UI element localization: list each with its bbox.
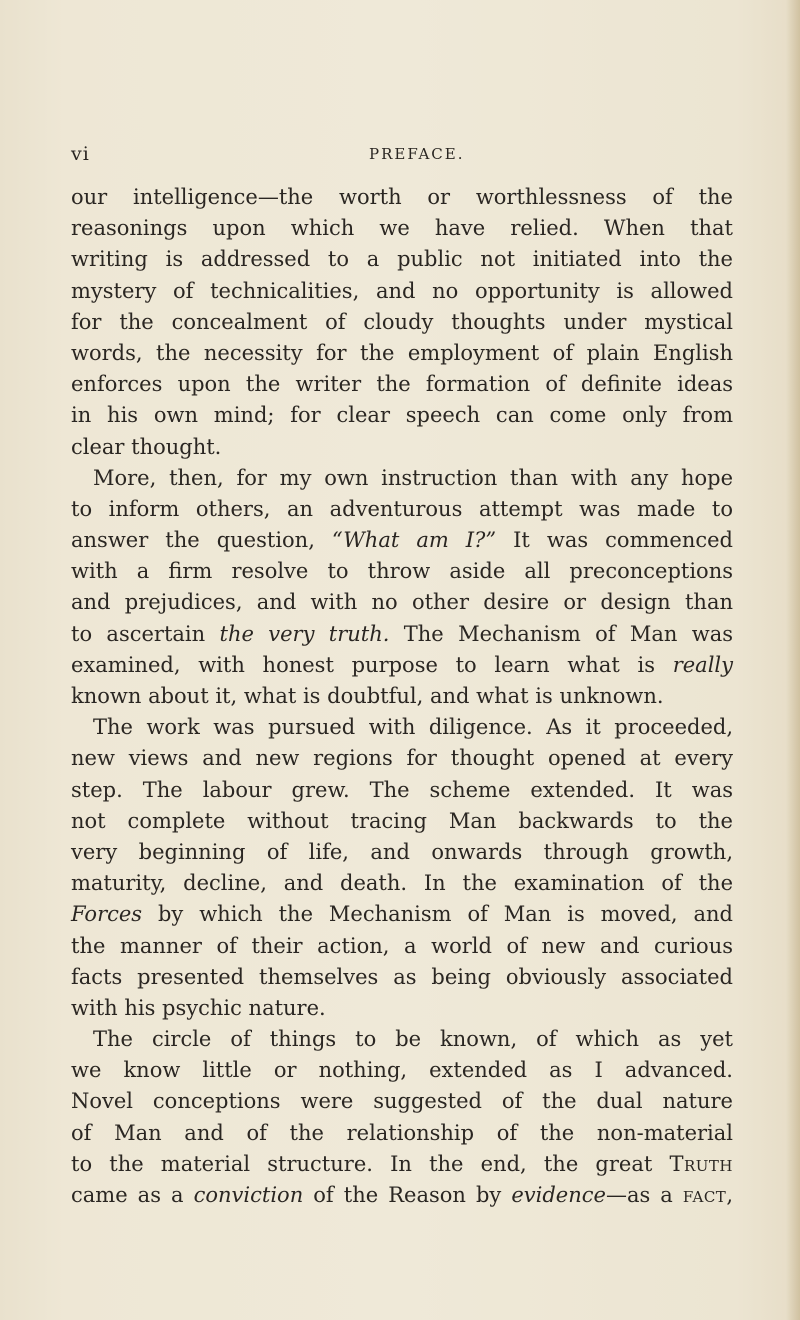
text-line: The work was pursued with diligence. As it proceeded, xyxy=(93,715,733,740)
text-line: step. The labour grew. The scheme extended. It was xyxy=(71,777,733,802)
text-line: our intelligence—the worth or worthlessness of the xyxy=(71,185,733,209)
text-line: of Man and of the relationship of the non-material xyxy=(71,1120,733,1145)
text-segment: came as a xyxy=(71,1183,194,1207)
text-segment: answer the question, xyxy=(71,528,332,553)
text-line: we know little or nothing, extended as I advanced. xyxy=(71,1058,733,1083)
text-line xyxy=(71,525,733,556)
italic-segment: really xyxy=(672,652,733,677)
text-line: More, then, for my own instruction than with any hope xyxy=(93,465,733,490)
italic-segment: conviction xyxy=(193,1183,304,1207)
text-line: words, the necessity for the employment of plain English xyxy=(71,340,733,365)
text-line xyxy=(71,899,733,930)
text-line: with his psychic nature. xyxy=(71,995,326,1020)
text-line: to inform others, an adventurous attempt was made to xyxy=(71,496,733,521)
text-line: Novel conceptions were suggested of the dual nature xyxy=(71,1089,733,1114)
italic-segment: Forces xyxy=(71,902,143,927)
small-caps-segment: fact xyxy=(682,1183,727,1207)
text-line: very beginning of life, and onwards through growth, xyxy=(71,839,733,864)
text-line: known about it, what is doubtful, and what is unknown. xyxy=(71,684,664,708)
text-line: mystery of technicalities, and no opportunity is allowed xyxy=(71,278,733,303)
text-line: The circle of things to be known, of which as yet xyxy=(93,1027,733,1052)
page-edge-shadow xyxy=(786,0,800,1320)
text-segment: to ascertain xyxy=(71,621,220,646)
text-line: not complete without tracing Man backwards to the xyxy=(71,808,733,833)
text-line: writing is addressed to a public not initiated into the xyxy=(71,247,733,272)
text-segment: by which the Mechanism of Man is moved, and xyxy=(142,902,733,927)
text-segment: It was commenced xyxy=(496,528,733,553)
text-segment: to the material structure. In the end, the great xyxy=(71,1151,670,1176)
text-line xyxy=(71,1180,733,1211)
italic-segment: evidence xyxy=(511,1183,606,1207)
text-line: and prejudices, and with no other desire or design than xyxy=(71,590,733,615)
text-line: facts presented themselves as being obviously associated xyxy=(71,964,733,989)
text-segment: —as a xyxy=(605,1183,683,1207)
text-segment: of the Reason by xyxy=(303,1183,512,1207)
text-line: the manner of their action, a world of new and curious xyxy=(71,933,733,958)
text-line xyxy=(71,1149,733,1180)
small-caps-segment: Truth xyxy=(669,1151,733,1176)
text-line: reasonings upon which we have relied. When that xyxy=(71,216,733,241)
text-line: in his own mind; for clear speech can come only from xyxy=(71,403,733,428)
body-text xyxy=(71,182,733,1211)
text-segment: The Mechanism of Man was xyxy=(389,621,733,646)
text-line xyxy=(71,650,733,681)
text-segment: , xyxy=(726,1183,733,1207)
page-number: vi xyxy=(71,143,90,165)
running-title: PREFACE. xyxy=(369,145,465,163)
text-line: for the concealment of cloudy thoughts under mystical xyxy=(71,309,733,334)
italic-segment: “What am I?” xyxy=(331,528,497,553)
text-line: new views and new regions for thought opened at every xyxy=(71,746,733,771)
text-line: with a firm resolve to throw aside all preconceptions xyxy=(71,559,733,584)
text-line xyxy=(71,619,733,650)
text-line: clear thought. xyxy=(71,434,222,459)
running-head xyxy=(71,143,731,167)
text-segment: examined, with honest purpose to learn what is xyxy=(71,652,673,677)
text-line: maturity, decline, and death. In the examination of the xyxy=(71,871,733,896)
text-line: enforces upon the writer the formation of definite ideas xyxy=(71,372,733,397)
italic-segment: the very truth. xyxy=(219,621,390,646)
